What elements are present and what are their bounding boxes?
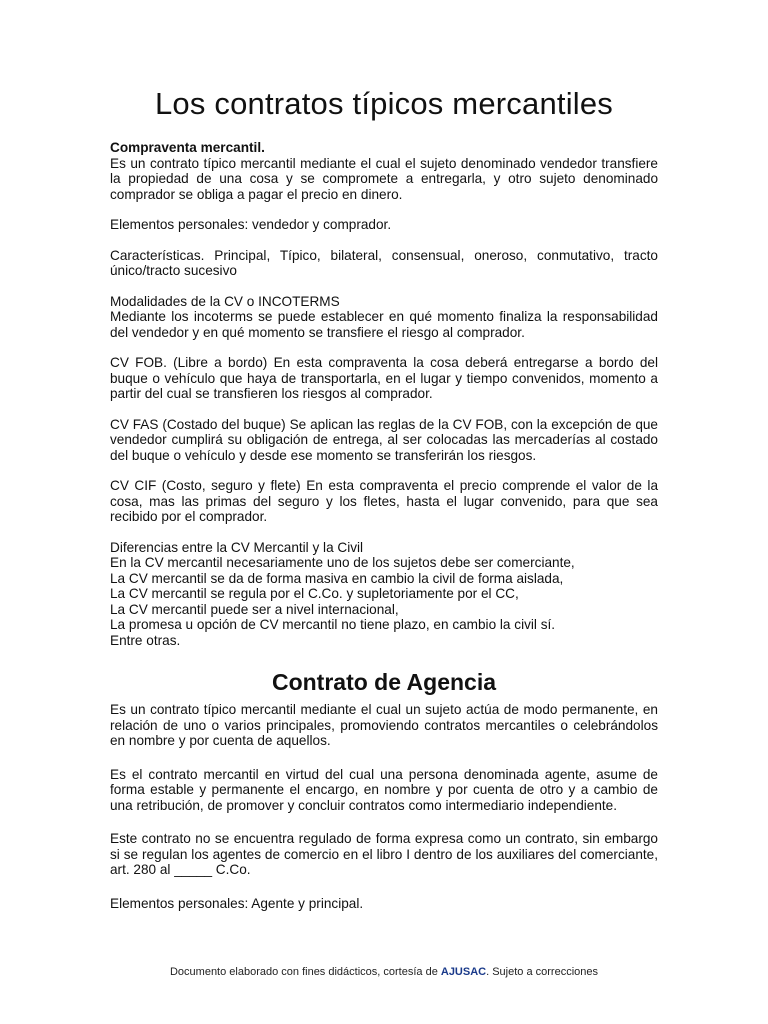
footer-prefix: Documento elaborado con fines didácticos, cortesía de <box>169 966 441 978</box>
agencia-paragraph-2: Es el contrato mercantil en virtud del cual una persona denominada agente, asume de forma estable y permanente el encargo, en nombre y por cuenta de otro y a cambio de una retribución, de promover y concluir contratos como intermediario independiente. <box>110 766 658 813</box>
footer-suffix: . Sujeto a correcciones <box>486 966 598 978</box>
diferencia-item: En la CV mercantil necesariamente uno de los sujetos debe ser comerciante, <box>110 555 575 570</box>
cv-fas-paragraph: CV FAS (Costado del buque) Se aplican las reglas de la CV FOB, con la excepción de que vendedor cumplirá su obligación de entrega, al ser colocadas las mercaderías al costado del buque o vehículo y desde ese momento se transferirán los riesgos. <box>110 416 658 463</box>
page-footer <box>0 966 768 978</box>
diferencia-item: La CV mercantil puede ser a nivel internacional, <box>110 601 399 617</box>
cv-cif-paragraph: CV CIF (Costo, seguro y flete) En esta compraventa el precio comprende el valor de la cosa, mas las primas del seguro y los fletes, hasta el lugar convenido, para que sea recibido por el comprador. <box>110 478 658 524</box>
compraventa-definition: Es un contrato típico mercantil mediante el cual el sujeto denominado vendedor transfiere la propiedad de una cosa y se compromete a entregarla, y otro sujeto denominado comprador se obliga a pagar el precio en dinero. <box>110 155 658 202</box>
document-title: Los contratos típicos mercantiles <box>154 86 614 121</box>
diferencia-item: La CV mercantil se regula por el C.Co. y supletoriamente por el CC, <box>110 586 519 601</box>
caracteristicas: Características. Principal, Típico, bilateral, consensual, oneroso, conmutativo, tracto único/tracto sucesivo <box>110 247 658 278</box>
footer-brand: AJUSAC <box>440 966 487 978</box>
compraventa-heading: Compraventa mercantil. <box>110 140 265 155</box>
diferencia-item: Entre otras. <box>110 632 181 648</box>
agencia-paragraph-3: Este contrato no se encuentra regulado de forma expresa como un contrato, sin embargo si se regulan los agentes de comercio en el libro I dentro de los auxiliares del comerciante, art. 280 al _____ C.Co. <box>110 831 658 877</box>
diferencias-heading: Diferencias entre la CV Mercantil y la Civil <box>110 539 364 555</box>
elementos-personales: Elementos personales: vendedor y comprador. <box>110 217 392 232</box>
agencia-paragraph-4: Elementos personales: Agente y principal. <box>110 895 364 911</box>
agencia-paragraph-1: Es un contrato típico mercantil mediante el cual un sujeto actúa de modo permanente, en relación de uno o varios principales, promoviendo contratos mercantiles o celebrándolos en nombre y por cuenta de aquellos. <box>110 702 658 748</box>
modalidades-text: Mediante los incoterms se puede establecer en qué momento finaliza la responsabilidad del vendedor y en qué momento se transfiere el riesgo al comprador. <box>110 309 658 340</box>
agencia-heading: Contrato de Agencia <box>271 669 497 695</box>
modalidades-heading: Modalidades de la CV o INCOTERMS <box>110 293 340 309</box>
diferencia-item: La CV mercantil se da de forma masiva en cambio la civil de forma aislada, <box>110 570 564 586</box>
cv-fob-paragraph: CV FOB. (Libre a bordo) En esta compraventa la cosa deberá entregarse a bordo del buque o vehículo que haya de transportarla, en el lugar y tiempo convenidos, momento a partir del cual se transfieren los riesgos al comprador. <box>110 355 658 401</box>
diferencia-item: La promesa u opción de CV mercantil no tiene plazo, en cambio la civil sí. <box>110 617 556 632</box>
document-body <box>110 140 658 911</box>
